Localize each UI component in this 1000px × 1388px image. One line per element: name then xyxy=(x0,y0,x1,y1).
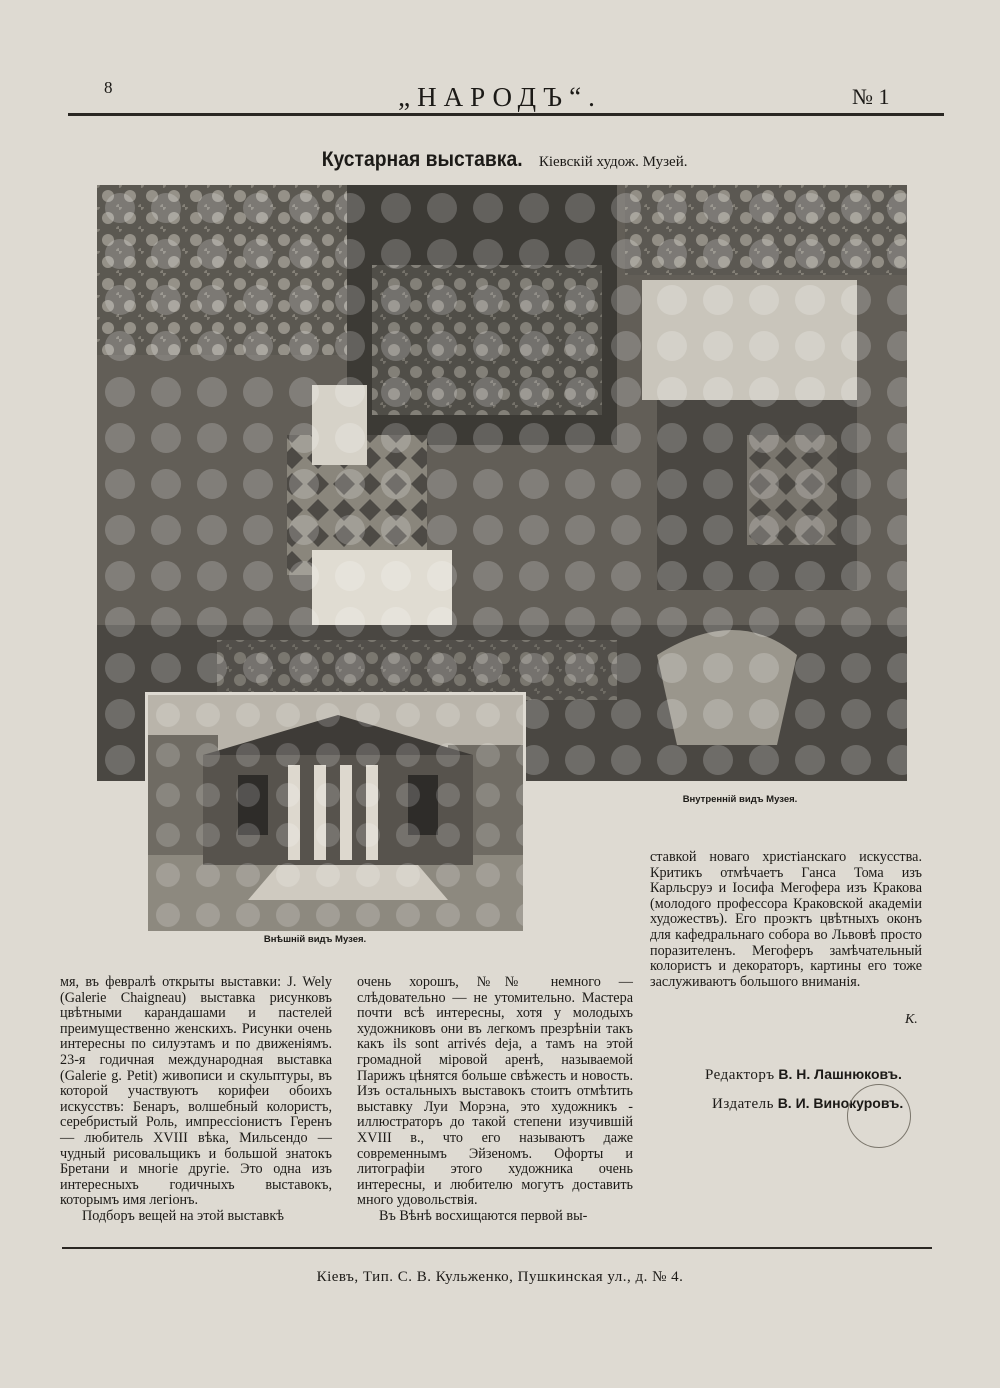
editor-label: Редакторъ xyxy=(705,1067,775,1083)
header-rule xyxy=(68,113,944,116)
section-heading xyxy=(0,148,1000,172)
column-1-paragraph: Подборъ вещей на этой выставкѣ xyxy=(82,1207,284,1224)
exterior-photo-art xyxy=(148,695,523,931)
text-column-1 xyxy=(60,975,332,1225)
issue-number: № 1 xyxy=(852,84,890,109)
author-signature: К. xyxy=(905,1012,918,1027)
text-column-2 xyxy=(357,975,633,1225)
text-column-3 xyxy=(650,850,922,990)
exterior-photo-caption: Внѣшній видъ Музея. xyxy=(263,934,367,945)
interior-photo-caption: Внутренній видъ Музея. xyxy=(682,794,798,805)
publisher-label: Издатель xyxy=(712,1096,774,1112)
footer-rule xyxy=(62,1247,932,1249)
section-title: Кустарная выставка. xyxy=(321,148,523,171)
column-1-paragraph: мя, въ февралѣ открыты выставки: J. Wely (Galerie Chaigneau) выставка рисунковъ цвѣтными карандашами и пастелей преимущественно женскихъ. Рисунки очень интересны по силуэтамъ и по движеніямъ. 23-я годичная международная выставка (Galerie g. Petit) живописи и скульптуры, въ которой участвуютъ корифеи обоихъ искусствъ: Бенаръ, волшебный колористъ, серебристый Роль, импрессіонистъ Геренъ — любитель XVIII вѣка, Мильсендо — чудный рисовальщикъ и большой знатокъ Бретани и многіе другіе. Это одна изъ интересныхъ годичныхъ выставокъ, которымъ имя легіонъ. xyxy=(60,974,332,1209)
exterior-photo xyxy=(145,692,526,934)
editor-name: В. Н. Лашнюковъ. xyxy=(778,1066,902,1082)
column-3-paragraph: ставкой новаго христіанскаго искусства. Критикъ отмѣчаетъ Ганса Тома изъ Карльсруэ и Іосифа Мегофера изъ Кракова (молодого профессора Краковской академіи художествъ). Его проэктъ цвѣтныхъ оконъ для кафедральнаго собора во Львовѣ просто поразителенъ. Мегоферъ замѣчательный колористъ и декораторъ, картины его тоже заслуживаютъ большого вниманія. xyxy=(650,849,922,990)
column-2-paragraph: Въ Вѣнѣ восхищаются первой вы- xyxy=(379,1207,588,1224)
masthead: „НАРОДЪ“. xyxy=(398,82,602,112)
printer-imprint: Кіевъ, Тип. С. В. Кульженко, Пушкинская ул., д. № 4. xyxy=(316,1269,684,1285)
section-subtitle: Кіевскій худож. Музей. xyxy=(538,154,688,170)
page-number: 8 xyxy=(104,78,113,97)
column-2-paragraph: очень хорошъ, №№ немного — слѣдовательно — не утомительно. Мастера почти всѣ интересны, хотя у молодыхъ художниковъ они въ легкомъ презрѣніи такъ какъ ils sont arrivés deja, а тамъ на этой громадной міровой аренѣ, называемой Парижъ цѣнятся больше свѣжесть и новость. Изъ остальныхъ выставокъ стоитъ отмѣтить выставку Луи Морэна, это художникъ - иллюстраторъ до такой степени изучившій XVIII в., что его называютъ даже современнымъ Эйзеномъ. Офорты и литографіи этого художника очень интересны, и любителю могутъ доставить много удовольствія. xyxy=(357,974,633,1209)
editor-line xyxy=(705,1066,902,1084)
publisher-name: В. И. Винокуровъ. xyxy=(777,1095,904,1111)
stamp-mark xyxy=(847,1084,911,1148)
